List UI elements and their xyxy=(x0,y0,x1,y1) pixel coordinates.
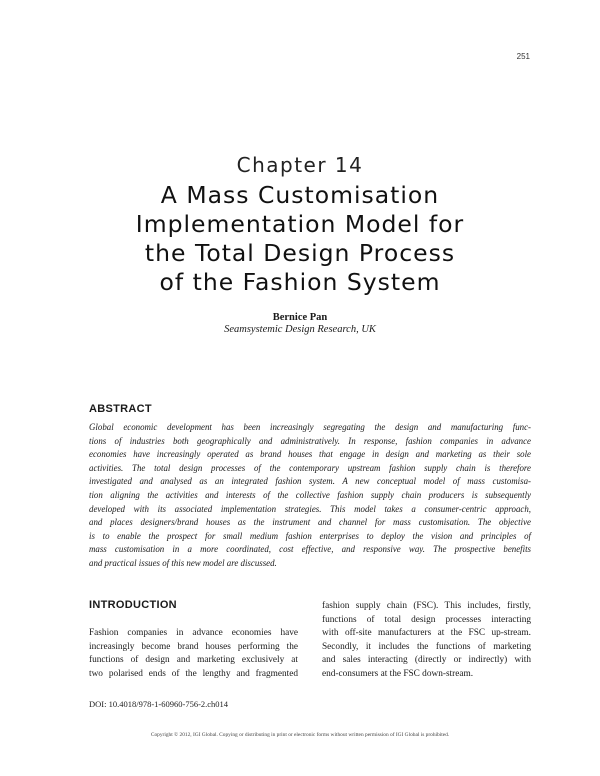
abstract-body xyxy=(89,421,531,571)
abstract-line: is to enable the prospect for small medium fashion enterprises to deploy the vision and principles of xyxy=(89,530,531,541)
abstract-line: Global economic development has been increasingly segregating the design and manufacturing func- xyxy=(89,422,531,432)
abstract-heading: ABSTRACT xyxy=(89,403,152,415)
abstract-line: activities. The total design processes of the contemporary upstream fashion supply chain is therefore xyxy=(89,462,531,473)
chapter-label: Chapter 14 xyxy=(236,153,364,177)
title-line: Implementation Model for xyxy=(135,210,465,238)
title-line: the Total Design Process xyxy=(144,239,456,267)
copyright-notice: Copyright © 2012, IGI Global. Copying or distributing in print or electronic forms without written permission of IGI Global is prohibited. xyxy=(150,732,450,738)
body-line: two polarised ends of the lengthy and fragmented xyxy=(89,668,298,679)
abstract-line: mass customisation in a more coordinated, cost effective, and responsive way. The prospective benefits xyxy=(89,544,531,555)
abstract-line: investigated and analysed as an integrated fashion system. A new conceptual model of mass customisa- xyxy=(89,476,531,487)
body-line: fashion supply chain (FSC). This includes, firstly, xyxy=(322,601,531,611)
body-line: Fashion companies in advance economies have xyxy=(89,628,298,638)
page-number: 251 xyxy=(516,52,530,61)
body-line: functions of total design processes interacting xyxy=(322,614,531,625)
body-line: with off-site manufacturers at the FSC up-stream. xyxy=(322,628,531,639)
abstract-line: tions of industries both geographically and administratively. In response, fashion companies in advance xyxy=(89,435,531,446)
body-line: end-consumers at the FSC down-stream. xyxy=(322,668,474,679)
body-line: functions of design and marketing exclusively at xyxy=(89,655,298,666)
doi: DOI: 10.4018/978-1-60960-756-2.ch014 xyxy=(89,699,229,709)
abstract-line: tion aligning the activities and interests of the collective fashion supply chain producers is subsequently xyxy=(89,489,531,500)
abstract-line: and practical issues of this new model are discussed. xyxy=(89,557,277,568)
chapter-title xyxy=(100,181,500,297)
abstract-line: developed with its associated implementation strategies. This model takes a consumer-centric approach, xyxy=(89,503,531,514)
introduction-left-column xyxy=(89,627,298,681)
body-line: Secondly, it includes the functions of marketing xyxy=(322,641,531,652)
body-line: and sales interacting (directly or indirectly) with xyxy=(322,655,531,666)
author-affiliation: Seamsystemic Design Research, UK xyxy=(224,324,376,335)
author-name: Bernice Pan xyxy=(272,312,328,323)
abstract-line: economies have increasingly operated as brand houses that engage in design and marketing as their sole xyxy=(89,449,531,460)
introduction-heading: INTRODUCTION xyxy=(89,599,177,611)
introduction-right-column xyxy=(322,600,531,682)
abstract-line: and places designers/brand houses as the instrument and channel for mass customisation. The objective xyxy=(89,517,531,528)
title-line: A Mass Customisation xyxy=(160,181,440,209)
body-line: increasingly become brand houses performing the xyxy=(89,641,298,652)
title-line: of the Fashion System xyxy=(159,268,441,296)
